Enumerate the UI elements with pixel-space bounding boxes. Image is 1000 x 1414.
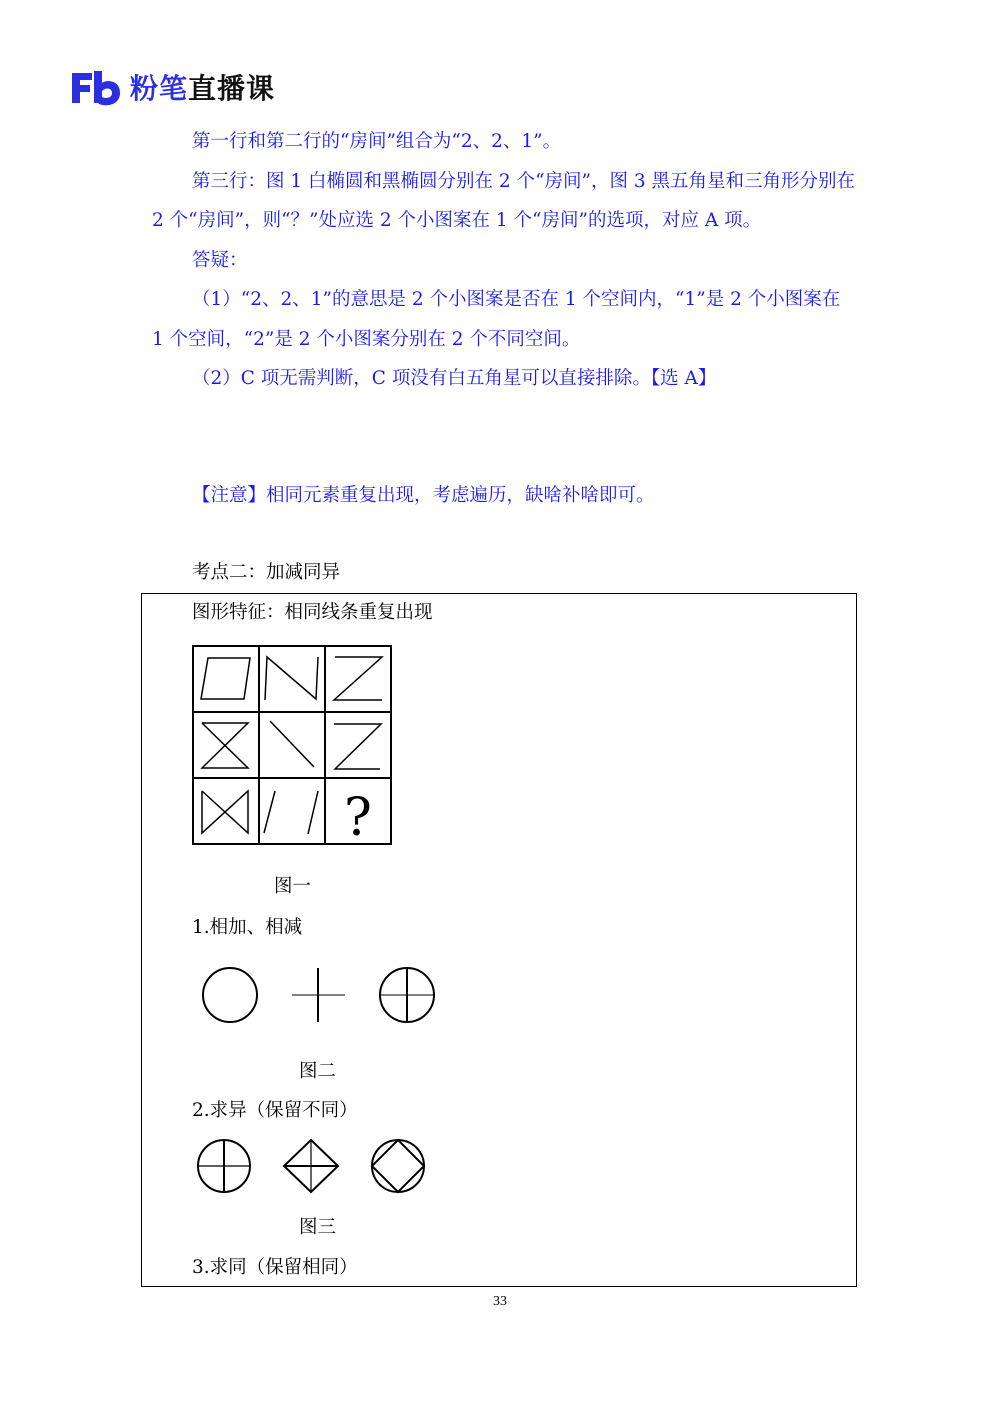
grid-question-mark: ? <box>344 788 372 847</box>
item-2-heading: 2.求异（保留不同） <box>192 1100 358 1121</box>
logo-text <box>130 67 275 107</box>
qa-label: 答疑： <box>192 249 248 271</box>
section-title: 考点二：加减同异 <box>192 562 341 583</box>
note-text: 【注意】相同元素重复出现，考虑遍历，缺啥补啥即可。 <box>192 485 655 506</box>
item-3-heading: 3.求同（保留相同） <box>192 1257 358 1278</box>
logo-suffix: 直播课 <box>188 72 276 105</box>
figure-1-caption: 图一 <box>274 876 312 897</box>
grid-cell-6-z-shape <box>334 724 381 769</box>
feature-text: 图形特征：相同线条重复出现 <box>192 602 433 623</box>
figure-1-grid <box>192 645 394 847</box>
figure-2-circle <box>203 968 257 1022</box>
grid-cell-2-n-shape <box>265 657 318 700</box>
fb-logo-icon <box>70 67 122 107</box>
figure-2-addition <box>196 960 442 1030</box>
explanation-line-1: 第一行和第二行的“房间”组合为“2、2、1”。 <box>192 131 562 152</box>
grid-cell-8-line-b <box>308 791 318 834</box>
explanation-block <box>152 122 857 399</box>
brand-logo <box>70 64 275 110</box>
figure-3-caption: 图三 <box>299 1217 337 1238</box>
grid-cell-5-diagonal <box>270 721 314 767</box>
qa-item-2: （2）C 项无需判断，C 项没有白五角星可以直接排除。【选 A】 <box>192 368 717 389</box>
grid-cell-4-hourglass <box>202 723 248 768</box>
page-number: 33 <box>493 1294 507 1309</box>
logo-brand: 粉笔 <box>130 72 189 105</box>
qa-item-1: （1）“2、2、1”的意思是 2 个小图案是否在 1 个空间内，“1”是 2 个小图案在 1 个空间，“2”是 2 个小图案分别在 2 个不同空间。 <box>152 289 841 350</box>
grid-cell-8-line-a <box>264 791 275 833</box>
explanation-line-2: 第三行：图 1 白椭圆和黑椭圆分别在 2 个“房间”，图 3 黑五角星和三角形分别在 2 个“房间”，则“？”处应选 2 个小图案在 1 个“房间”的选项，对应 A 项。 <box>152 170 856 231</box>
figure-2-caption: 图二 <box>299 1061 337 1082</box>
grid-cell-1-parallelogram <box>201 658 250 699</box>
figure-3-result-circle <box>372 1140 424 1192</box>
grid-cell-7-bowtie <box>202 791 248 833</box>
figure-3-difference <box>193 1136 429 1196</box>
item-1-heading: 1.相加、相减 <box>192 917 303 938</box>
grid-cell-3-z-shape <box>334 657 382 700</box>
